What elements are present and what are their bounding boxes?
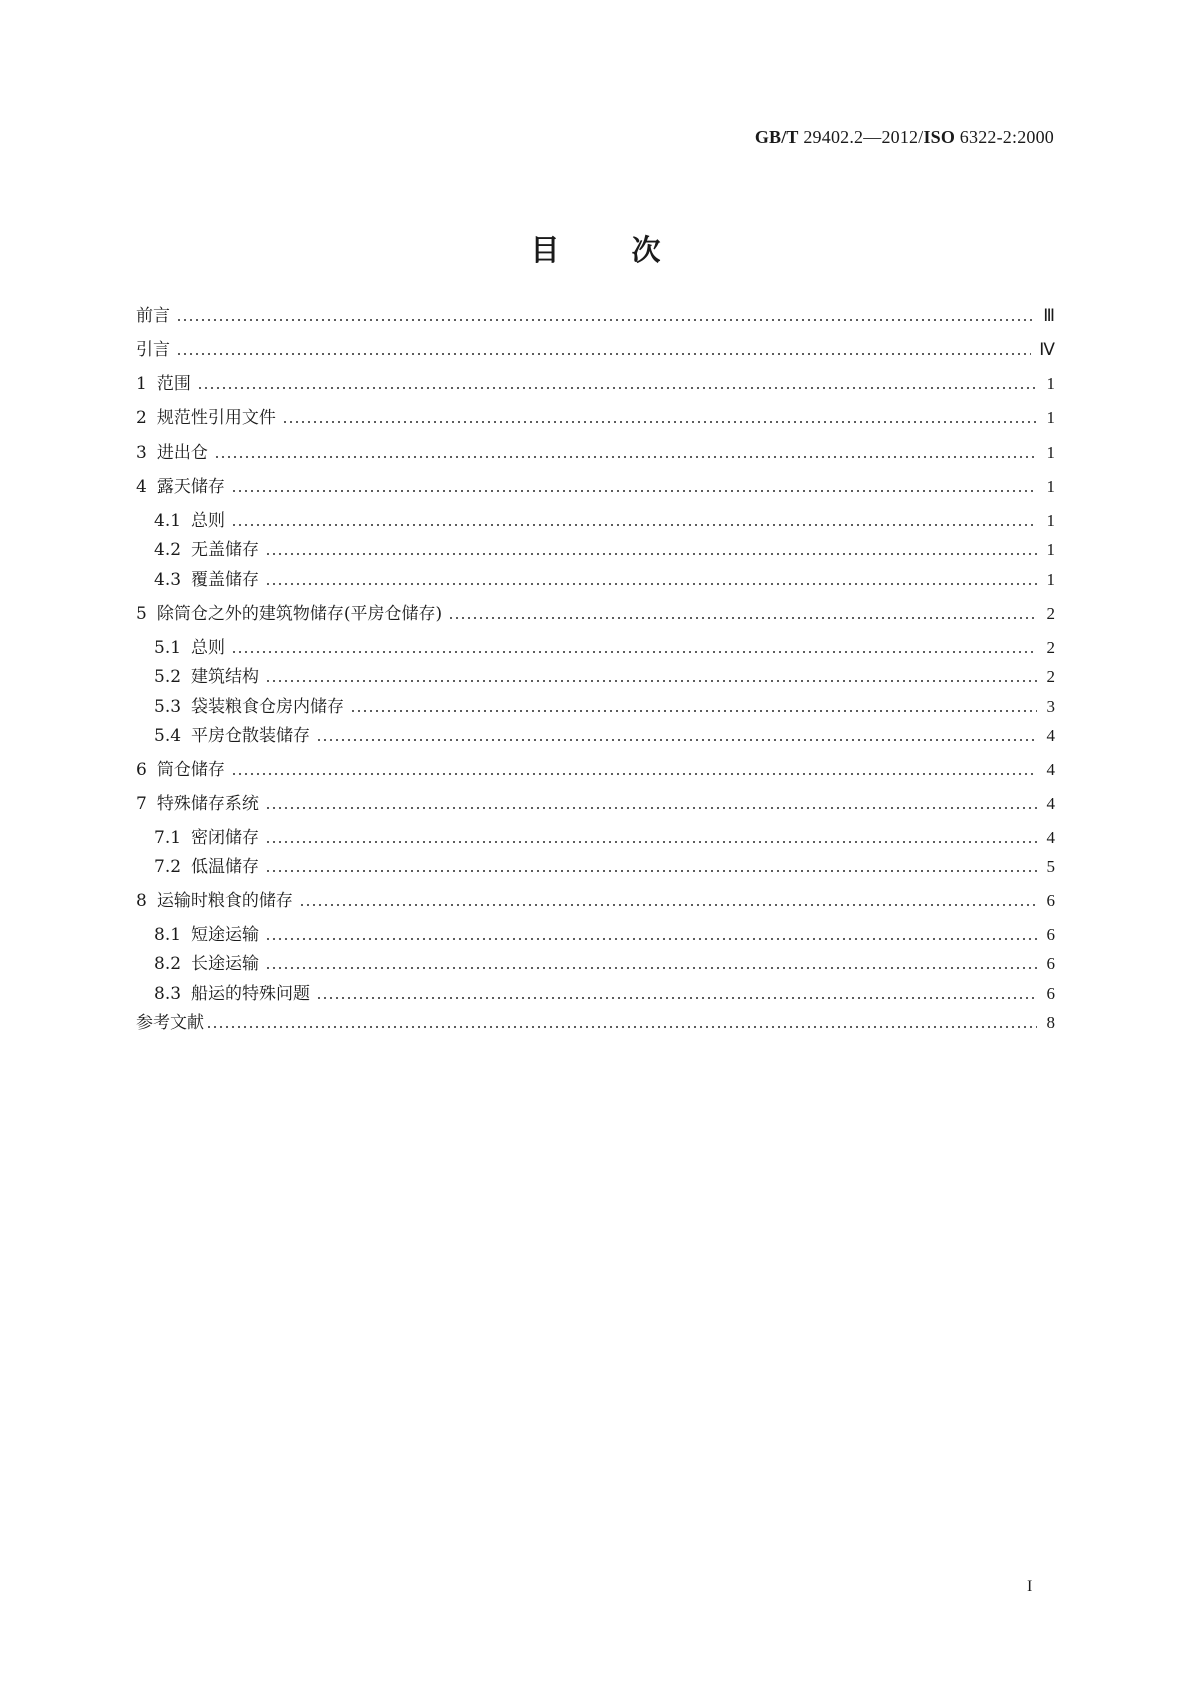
toc-number: 5.3 <box>154 697 182 717</box>
dot-leader <box>265 807 1037 809</box>
dot-leader <box>176 319 1035 321</box>
toc-page: 6 <box>1046 891 1055 910</box>
toc-number: 8.2 <box>154 954 182 974</box>
toc-label: 建筑结构 <box>191 667 260 687</box>
toc-number: 5.2 <box>154 667 182 687</box>
toc-entry[interactable] <box>136 636 1055 660</box>
toc-entry[interactable] <box>136 724 1055 748</box>
toc-number: 5 <box>136 604 147 624</box>
toc-page: 6 <box>1046 925 1055 944</box>
toc-page: 4 <box>1046 760 1055 779</box>
toc-page: 2 <box>1046 638 1055 657</box>
toc-page: 4 <box>1046 726 1055 745</box>
toc-label: 短途运输 <box>191 925 260 945</box>
toc-label: 密闭储存 <box>191 828 260 848</box>
toc-entry[interactable] <box>136 406 1055 430</box>
toc-page: 1 <box>1046 511 1055 530</box>
iso-prefix: ISO <box>923 127 956 147</box>
toc-page: 2 <box>1046 667 1055 686</box>
toc-label: 总则 <box>191 638 226 658</box>
toc-entry[interactable] <box>136 304 1055 328</box>
toc-number: 4.1 <box>154 511 182 531</box>
toc-number: 3 <box>136 443 147 463</box>
toc-label: 船运的特殊问题 <box>191 984 311 1004</box>
toc-number: 6 <box>136 760 147 780</box>
dot-leader <box>265 967 1037 969</box>
dot-leader <box>176 353 1031 355</box>
toc-label: 规范性引用文件 <box>156 408 276 428</box>
toc-number: 7.2 <box>154 857 182 877</box>
toc-label: 特殊储存系统 <box>156 794 259 814</box>
toc-page: 4 <box>1046 828 1055 847</box>
toc-label: 总则 <box>191 511 226 531</box>
dot-leader <box>265 680 1037 682</box>
dot-leader <box>282 421 1037 423</box>
dot-leader <box>206 1026 1037 1028</box>
toc-entry[interactable] <box>136 923 1055 947</box>
toc-entry[interactable] <box>136 538 1055 562</box>
toc-label: 筒仓储存 <box>156 760 225 780</box>
toc-entry[interactable] <box>136 855 1055 879</box>
page-number: I <box>1027 1578 1033 1595</box>
toc-label: 范围 <box>156 374 191 394</box>
toc-page: 4 <box>1046 794 1055 813</box>
toc-label: 引言 <box>136 340 170 360</box>
title-char-1: 目 <box>530 233 560 267</box>
toc-entry[interactable] <box>136 509 1055 533</box>
dot-leader <box>231 773 1037 775</box>
toc-label: 无盖储存 <box>191 540 260 560</box>
toc-entry[interactable] <box>136 889 1055 913</box>
toc-entry[interactable] <box>136 758 1055 782</box>
toc-page: 5 <box>1046 857 1055 876</box>
toc-entry[interactable] <box>136 665 1055 689</box>
title-char-2: 次 <box>631 233 661 267</box>
toc-page: Ⅳ <box>1039 340 1055 359</box>
standard-prefix: GB/T <box>754 127 799 147</box>
dot-leader <box>316 997 1037 999</box>
toc-entry[interactable] <box>136 792 1055 816</box>
toc-page: 1 <box>1046 570 1055 589</box>
toc-number: 2 <box>136 408 147 428</box>
toc-number: 8 <box>136 891 147 911</box>
toc-number: 4 <box>136 477 147 497</box>
toc-number: 8.1 <box>154 925 182 945</box>
standard-code <box>755 127 1054 148</box>
toc-label: 除筒仓之外的建筑物储存(平房仓储存) <box>156 604 443 624</box>
toc-number: 1 <box>136 374 147 394</box>
toc-page: 6 <box>1046 954 1055 973</box>
dot-leader <box>350 710 1037 712</box>
toc-label: 参考文献 <box>136 1013 204 1033</box>
toc-entry[interactable] <box>136 952 1055 976</box>
toc-label: 平房仓散装储存 <box>191 726 311 746</box>
toc-page: 2 <box>1046 604 1055 623</box>
dot-leader <box>299 904 1037 906</box>
toc-entry[interactable] <box>136 1011 1055 1035</box>
toc-label: 袋装粮食仓房内储存 <box>191 697 345 717</box>
dot-leader <box>265 938 1037 940</box>
toc-entry[interactable] <box>136 441 1055 465</box>
dot-leader <box>316 739 1037 741</box>
toc-entry[interactable] <box>136 826 1055 850</box>
toc-page: 6 <box>1046 984 1055 1003</box>
toc-page: 1 <box>1046 408 1055 427</box>
toc-label: 前言 <box>136 306 170 326</box>
toc-page: Ⅲ <box>1043 306 1055 325</box>
toc-label: 低温储存 <box>191 857 260 877</box>
standard-number: 29402.2—2012/ <box>798 127 924 147</box>
page-title <box>0 228 1191 269</box>
toc-page: 8 <box>1046 1013 1055 1032</box>
toc-number: 5.1 <box>154 638 182 658</box>
iso-number: 6322-2:2000 <box>955 127 1054 147</box>
toc-entry[interactable] <box>136 475 1055 499</box>
toc-page: 3 <box>1046 697 1055 716</box>
toc-number: 5.4 <box>154 726 182 746</box>
toc-label: 露天储存 <box>156 477 225 497</box>
toc-page: 1 <box>1046 477 1055 496</box>
toc-number: 8.3 <box>154 984 182 1004</box>
dot-leader <box>197 387 1037 389</box>
toc-entry[interactable] <box>136 982 1055 1006</box>
dot-leader <box>231 524 1037 526</box>
toc-number: 4.2 <box>154 540 182 560</box>
dot-leader <box>231 490 1037 492</box>
toc-number: 7 <box>136 794 147 814</box>
toc-page: 1 <box>1046 374 1055 393</box>
toc-page: 1 <box>1046 443 1055 462</box>
toc-number: 7.1 <box>154 828 182 848</box>
toc-entry[interactable] <box>136 338 1055 362</box>
dot-leader <box>265 583 1037 585</box>
toc-label: 长途运输 <box>191 954 260 974</box>
toc-label: 进出仓 <box>156 443 208 463</box>
toc-page: 1 <box>1046 540 1055 559</box>
toc-entry[interactable] <box>136 372 1055 396</box>
dot-leader <box>265 870 1037 872</box>
toc-number: 4.3 <box>154 570 182 590</box>
toc-entry[interactable] <box>136 568 1055 592</box>
toc-label: 运输时粮食的储存 <box>156 891 293 911</box>
dot-leader <box>265 841 1037 843</box>
dot-leader <box>448 617 1037 619</box>
dot-leader <box>231 651 1037 653</box>
toc-label: 覆盖储存 <box>191 570 260 590</box>
toc-entry[interactable] <box>136 695 1055 719</box>
dot-leader <box>214 456 1037 458</box>
dot-leader <box>265 553 1037 555</box>
toc-entry[interactable] <box>136 602 1055 626</box>
